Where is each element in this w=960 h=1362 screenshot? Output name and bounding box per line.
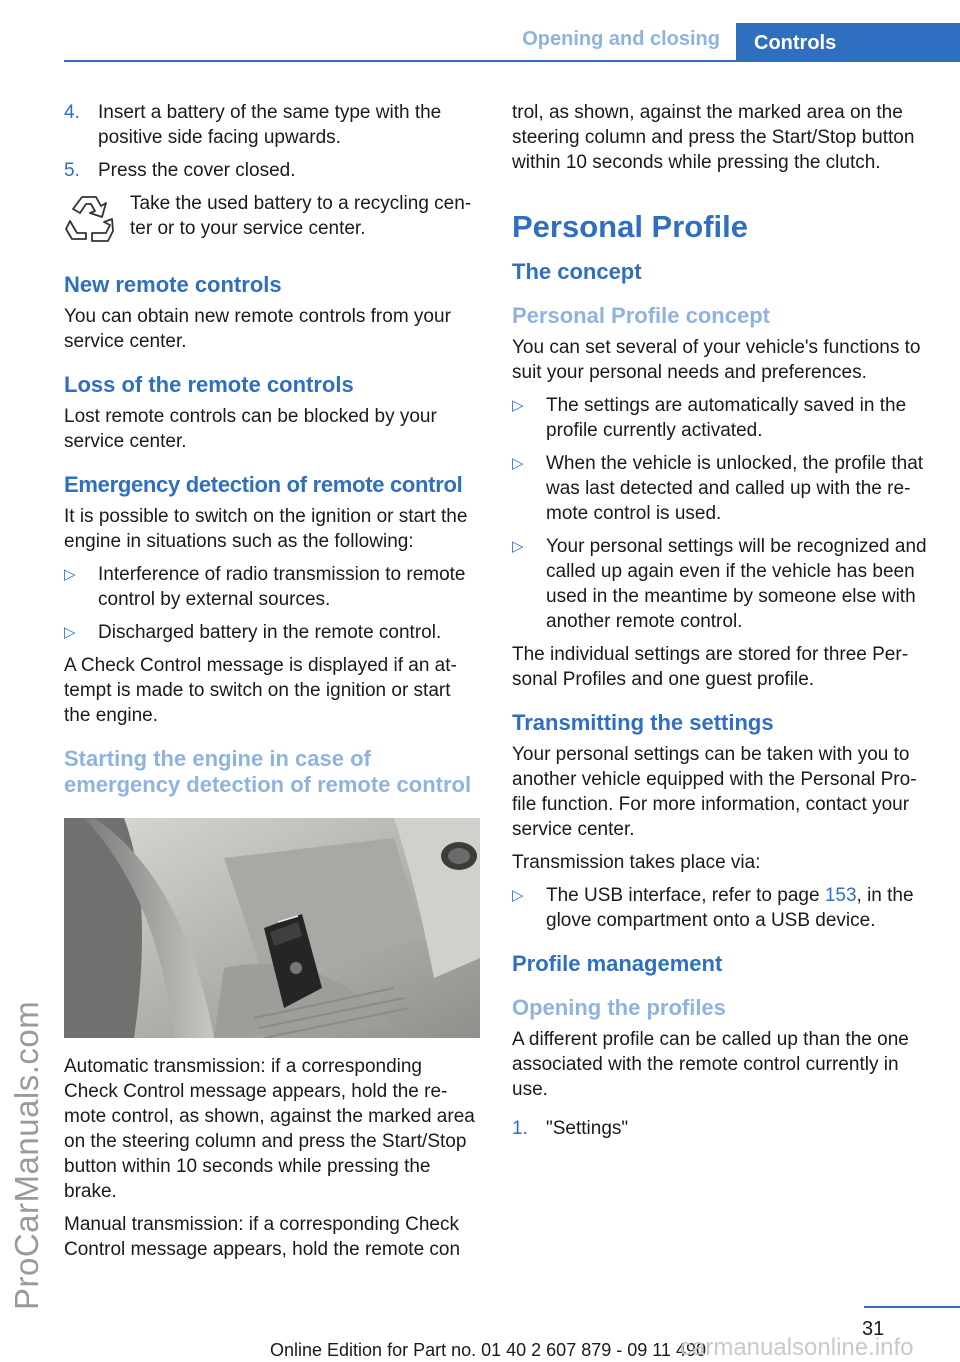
paragraph: It is possible to switch on the ignition or start the engine in situations such as the following: [64,506,468,552]
paragraph: You can set several of your vehicle's functions to suit your personal needs and preferences. [512,337,921,383]
list-item [512,393,928,443]
heading-emergency-detection: Emergency detection of remote control [64,472,463,497]
left-column [64,100,480,1270]
page-link-153[interactable]: 153 [824,885,857,906]
paragraph: trol, as shown, against the marked area on the steering column and press the Start/Stop button within 10 seconds while pressing the clutch. [512,102,915,173]
recycle-note [64,191,480,254]
list-item [512,534,928,634]
bullet-marker: ▷ [512,397,524,414]
heading-new-remote-controls: New remote controls [64,272,282,297]
bullet-marker: ▷ [512,538,524,555]
heading-opening-profiles: Opening the profiles [512,995,726,1020]
bullet-marker: ▷ [64,566,76,583]
list-item [512,883,928,933]
list-item-text: Your personal settings will be recognized and called up again even if the vehicle has been used in the meantime by someone else with another remote control. [546,536,927,632]
paragraph: Manual transmission: if a corresponding Check Control message appears, hold the remote con [64,1214,461,1260]
heading-personal-profile: Personal Profile [512,209,749,244]
footer-edition: Online Edition for Part no. 01 40 2 607 879 - 09 11 490 [270,1340,706,1360]
list-item-text [546,883,928,933]
step-item [64,158,480,183]
paragraph: Lost remote controls can be blocked by your service center. [64,406,437,452]
paragraph: The individual settings are stored for three Personal Profiles and one guest profile. [512,644,909,690]
bullet-marker: ▷ [512,455,524,472]
step-text: Insert a battery of the same type with the positive side facing upwards. [98,102,442,148]
recycle-icon [64,191,130,254]
step-item [64,100,480,150]
list-item-text: Discharged battery in the remote control. [98,622,442,643]
paragraph: A different profile can be called up than the one associated with the remote control currently in use. [512,1029,909,1100]
list-item [64,620,480,645]
watermark-bottom: carmanualsonline.info [680,1334,914,1361]
page-number: 31 [862,1318,885,1340]
list-item [512,451,928,526]
list-item-text: The settings are automatically saved in the profile currently activated. [546,395,907,441]
step-number: 5. [64,160,80,181]
usb-text-after: , in the glove compartment onto a USB device. [546,885,914,931]
bullet-marker: ▷ [512,887,524,904]
bullet-marker: ▷ [64,624,76,641]
header-tab-controls[interactable]: Controls [736,23,960,62]
paragraph: A Check Control message is displayed if an attempt is made to switch on the ignition or start the engine. [64,655,457,726]
step-number: 1. [512,1118,528,1139]
heading-profile-management: Profile management [512,951,723,976]
steering-column-photo [64,818,480,1038]
right-column [512,100,928,1149]
heading-loss-of-remote-controls: Loss of the remote controls [64,372,354,397]
page-header [0,0,960,62]
list-item [64,562,480,612]
paragraph: Automatic transmission: if a corresponding Check Control message appears, hold the remote control, as shown, against the marked area on the steering column and press the Start/Stop button within 10 seconds while pressing the brake. [64,1056,475,1202]
usb-text-before: The USB interface, refer to page [546,885,825,906]
step-item [512,1116,928,1141]
paragraph: You can obtain new remote controls from your service center. [64,306,451,352]
paragraph: Your personal settings can be taken with you to another vehicle equipped with the Personal Profile function. For more information, contact your service center. [512,744,917,840]
step-text: Press the cover closed. [98,160,296,181]
list-item-text: Interference of radio transmission to remote control by external sources. [98,564,466,610]
list-item-text: When the vehicle is unlocked, the profile that was last detected and called up with the remote control is used. [546,453,924,524]
step-text: "Settings" [546,1118,629,1139]
heading-the-concept: The concept [512,259,642,284]
header-rule [64,60,960,62]
watermark-side: ProCarManuals.com [8,1000,45,1310]
step-number: 4. [64,102,80,123]
header-section-title: Opening and closing [522,28,720,50]
paragraph: Transmission takes place via: [512,852,761,873]
recycle-note-text: Take the used battery to a recycling center or to your service center. [130,193,472,239]
heading-starting-engine: Starting the engine in case of emergency detection of remote control [64,746,472,797]
footer-rule [864,1306,960,1308]
heading-personal-profile-concept: Personal Profile concept [512,303,770,328]
heading-transmitting-settings: Transmitting the settings [512,710,774,735]
